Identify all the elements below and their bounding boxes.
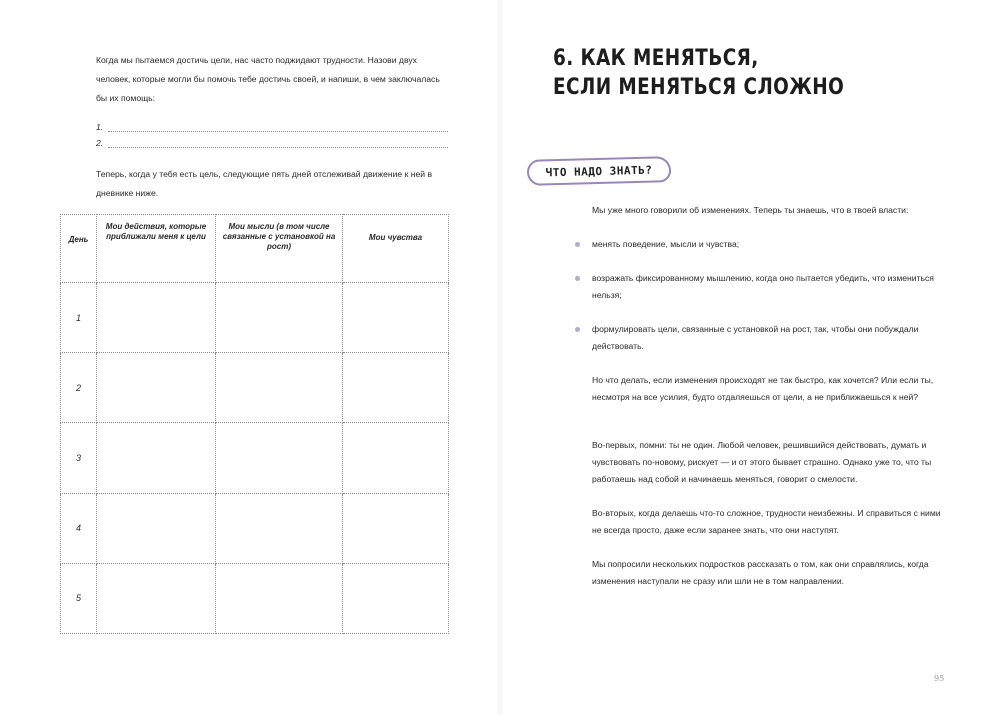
body-paragraph-3: Во-первых, помни: ты не один. Любой человек, решившийся действовать, думать и чувствовать по-новому, рискует — и от этого бывает страшно. Однако уже то, что ты работаешь над собой и начинаешь меняться, говорит о смелости. [592, 440, 932, 484]
day-number: 5 [61, 563, 97, 633]
bullet-dot-icon [575, 327, 580, 332]
list-item [592, 321, 942, 355]
table-row [61, 283, 449, 353]
table-row [61, 353, 449, 423]
section-badge: ЧТО НАДО ЗНАТЬ? [527, 156, 672, 186]
list-item-text: формулировать цели, связанные с установкой на рост, так, чтобы они побуждали действовать. [592, 324, 919, 351]
feelings-cell[interactable] [343, 493, 449, 563]
list-item [592, 236, 942, 253]
answer-line-number: 1. [96, 122, 104, 132]
dotted-line [108, 121, 448, 132]
day-number: 3 [61, 423, 97, 493]
answer-line-number: 2. [96, 138, 104, 148]
day-number: 4 [61, 493, 97, 563]
thoughts-cell[interactable] [216, 563, 343, 633]
header-thoughts: Мои мысли (в том числе связанные с установкой на рост) [216, 215, 343, 283]
chapter-title-line-2: ЕСЛИ МЕНЯТЬСЯ СЛОЖНО [553, 74, 845, 100]
diary-instruction: Теперь, когда у тебя есть цель, следующие пять дней отслеживай движение к ней в дневнике ниже. [96, 169, 433, 198]
answer-line-1[interactable] [96, 116, 448, 132]
body-paragraph-2: Но что делать, если изменения происходят не так быстро, как хочется? Или если ты, несмотря на все усилия, будто отдаляешься от цели, а не приближаешься к ней? [592, 375, 934, 402]
answer-lines [96, 116, 448, 148]
feelings-cell[interactable] [343, 423, 449, 493]
feelings-cell[interactable] [343, 353, 449, 423]
list-item-text: менять поведение, мысли и чувства; [592, 239, 740, 249]
thoughts-cell[interactable] [216, 353, 343, 423]
actions-cell[interactable] [97, 563, 216, 633]
day-number: 1 [61, 283, 97, 353]
feelings-cell[interactable] [343, 283, 449, 353]
chapter-title-line-1: 6. КАК МЕНЯТЬСЯ, [553, 45, 759, 71]
feelings-cell[interactable] [343, 563, 449, 633]
header-day: День [61, 215, 97, 283]
body-paragraph-5: Мы попросили нескольких подростков рассказать о том, как они справлялись, когда изменения наступали не сразу или шли не в том направлении. [592, 559, 929, 586]
page-number: 95 [934, 674, 945, 683]
answer-line-2[interactable] [96, 132, 448, 148]
chapter-title [553, 44, 844, 102]
actions-cell[interactable] [97, 353, 216, 423]
header-actions: Мои действия, которые приближали меня к цели [97, 215, 216, 283]
table-header-row [61, 215, 449, 283]
list-item-text: возражать фиксированному мышлению, когда оно пытается убедить, что измениться нельзя; [592, 273, 934, 300]
body-paragraph-4: Во-вторых, когда делаешь что-то сложное, трудности неизбежны. И справиться с ними не всегда просто, даже если заранее знать, что они наступят. [592, 508, 941, 535]
table-row [61, 423, 449, 493]
thoughts-cell[interactable] [216, 493, 343, 563]
dotted-line [108, 137, 448, 148]
bullet-dot-icon [575, 242, 580, 247]
bullet-dot-icon [575, 276, 580, 281]
actions-cell[interactable] [97, 493, 216, 563]
actions-cell[interactable] [97, 423, 216, 493]
thoughts-cell[interactable] [216, 423, 343, 493]
diary-table [60, 214, 449, 634]
intro-paragraph: Когда мы пытаемся достичь цели, нас часто поджидают трудности. Назови двух человек, которые могли бы помочь тебе достичь своей, и напиши, в чем заключалась бы их помощь: [96, 55, 440, 103]
body-paragraph-1: Мы уже много говорили об изменениях. Теперь ты знаешь, что в твоей власти: [592, 205, 909, 215]
list-item [592, 270, 942, 304]
day-number: 2 [61, 353, 97, 423]
table-row [61, 493, 449, 563]
header-feelings: Мои чувства [343, 215, 449, 283]
thoughts-cell[interactable] [216, 283, 343, 353]
right-page [500, 0, 1000, 715]
actions-cell[interactable] [97, 283, 216, 353]
table-row [61, 563, 449, 633]
